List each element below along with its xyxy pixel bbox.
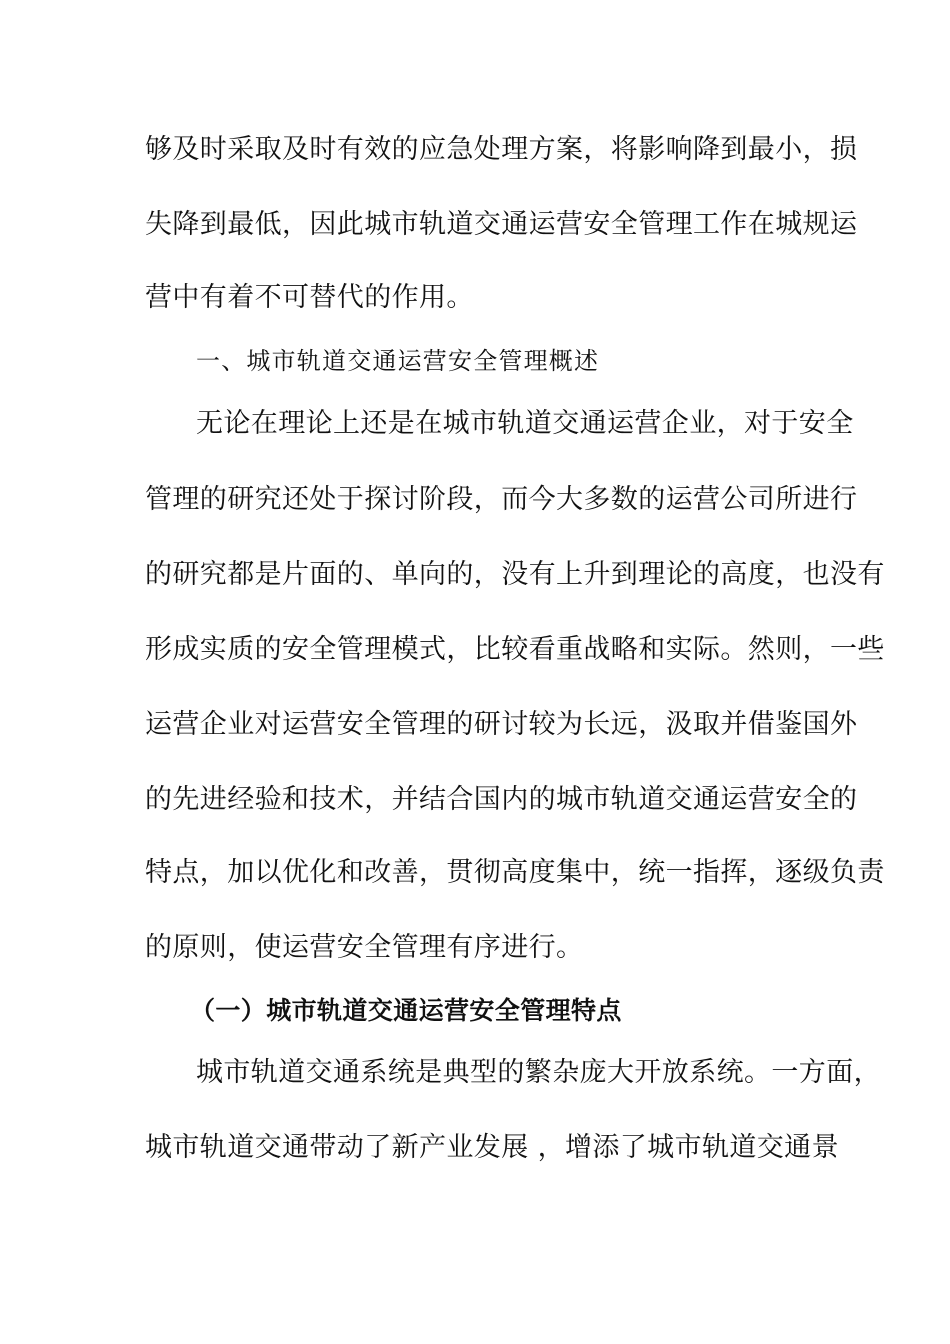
section-heading: 一、城市轨道交通运营安全管理概述 (196, 347, 600, 375)
paragraph-line: 运营企业对运营安全管理的研讨较为长远，汲取并借鉴国外 (145, 709, 858, 740)
paragraph-line: 形成实质的安全管理模式，比较看重战略和实际。然则，一些 (145, 634, 885, 665)
subsection-heading: （一）城市轨道交通运营安全管理特点 (190, 996, 622, 1025)
paragraph-line: 失降到最低，因此城市轨道交通运营安全管理工作在城规运 (145, 209, 858, 240)
paragraph-line: 的先进经验和技术，并结合国内的城市轨道交通运营安全的 (145, 784, 858, 815)
paragraph-line: 的原则，使运营安全管理有序进行。 (145, 932, 584, 963)
paragraph-line: 特点，加以优化和改善，贯彻高度集中，统一指挥，逐级负责 (145, 857, 885, 888)
paragraph-line: 营中有着不可替代的作用。 (145, 282, 474, 313)
paragraph-line: 城市轨道交通带动了新产业发展 ，增添了城市轨道交通景 (145, 1132, 839, 1163)
paragraph-line: 够及时采取及时有效的应急处理方案，将影响降到最小，损 (145, 134, 858, 165)
paragraph-line: 无论在理论上还是在城市轨道交通运营企业，对于安全 (196, 408, 854, 439)
paragraph-line: 的研究都是片面的、单向的，没有上升到理论的高度，也没有 (145, 559, 885, 590)
paragraph-line: 城市轨道交通系统是典型的繁杂庞大开放系统。一方面， (196, 1057, 881, 1088)
paragraph-line: 管理的研究还处于探讨阶段，而今大多数的运营公司所进行 (145, 484, 858, 515)
